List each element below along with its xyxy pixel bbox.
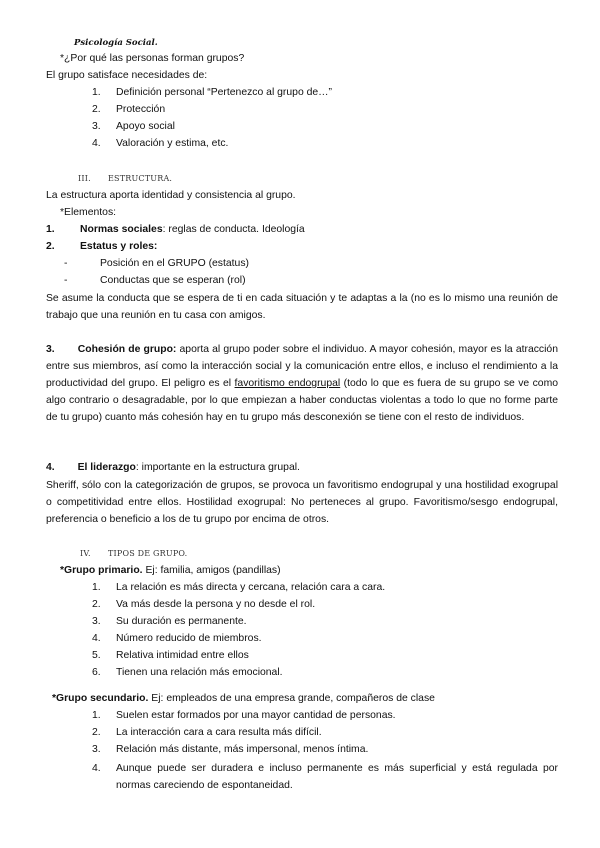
bullet-text: Posición en el GRUPO (estatus): [100, 258, 249, 269]
leadership-number: 4.: [46, 462, 55, 473]
list-item: [92, 632, 262, 646]
list-item: [92, 581, 385, 595]
list-text: La relación es más directa y cercana, relación cara a cara.: [116, 582, 386, 593]
secondary-group-label: *Grupo secundario.: [52, 693, 149, 704]
list-item: [92, 598, 315, 612]
list-item: [92, 709, 396, 723]
leadership-label: El liderazgo: [77, 462, 136, 473]
list-item: [92, 615, 247, 629]
list-item: [92, 120, 175, 134]
bullet-item: [64, 257, 249, 271]
list-number: 2.: [92, 727, 101, 738]
list-number: 4.: [92, 138, 101, 149]
primary-group-label: *Grupo primario.: [60, 565, 143, 576]
cohesion-number: 3.: [46, 344, 55, 355]
element-text: : reglas de conducta. Ideología: [162, 224, 305, 235]
element-label: Normas sociales: [80, 224, 163, 235]
list-text: Relación más distante, más impersonal, menos íntima.: [116, 744, 369, 755]
cohesion-paragraph: [46, 341, 558, 426]
list-item: [92, 137, 228, 151]
primary-group-example: Ej: familia, amigos (pandillas): [142, 565, 281, 576]
list-item: [92, 666, 283, 680]
secondary-group-heading: [52, 692, 435, 706]
list-text: Su duración es permanente.: [116, 616, 247, 627]
list-text: Tienen una relación más emocional.: [116, 667, 283, 678]
list-text: Definición personal “Pertenezco al grupo de…”: [116, 87, 333, 98]
section-3-title: ESTRUCTURA.: [108, 174, 173, 183]
primary-group-heading: [60, 564, 281, 578]
cohesion-text-b: (todo lo que es fuera de su grupo se ve como algo contrario o desagradable, por lo que empiezan a haber conductas violentas a todo lo que no forme parte de tu grupo) cuanto más cohesión hay en tu grupo más desconexión se tiene con el resto de individuos.: [46, 378, 559, 423]
list-item: [92, 760, 558, 794]
list-number: 1.: [92, 87, 101, 98]
list-number: 4.: [92, 633, 101, 644]
intro-question: *¿Por qué las personas forman grupos?: [60, 53, 245, 64]
bullet-item: [64, 274, 246, 288]
element-item-2: [46, 240, 157, 254]
list-text: Apoyo social: [116, 121, 175, 132]
list-item: [92, 86, 332, 100]
element-label: Estatus y roles:: [80, 241, 158, 252]
list-text: Aunque puede ser duradera e incluso permanente es más superficial y está regulada por normas careciendo de espontaneidad.: [116, 763, 558, 791]
element-item-1: [46, 223, 305, 237]
secondary-group-example: Ej: empleados de una empresa grande, compañeros de clase: [148, 693, 435, 704]
list-number: 1.: [92, 710, 101, 721]
section-4-numeral: IV.: [80, 549, 91, 558]
bullet-dash: -: [64, 275, 68, 286]
list-number: 6.: [92, 667, 101, 678]
list-item: [92, 649, 249, 663]
list-item: [92, 726, 322, 740]
list-number: 2.: [46, 241, 55, 252]
bullet-dash: -: [64, 258, 68, 269]
list-item: [92, 743, 368, 757]
subject-header: Psicología Social.: [74, 38, 158, 48]
elements-label: *Elementos:: [60, 207, 117, 218]
list-number: 4.: [92, 763, 101, 774]
list-number: 3.: [92, 616, 101, 627]
intro-lead: El grupo satisface necesidades de:: [46, 70, 208, 81]
list-text: Relativa intimidad entre ellos: [116, 650, 249, 661]
bullet-text: Conductas que se esperan (rol): [100, 275, 246, 286]
list-number: 5.: [92, 650, 101, 661]
roles-paragraph: Se asume la conducta que se espera de ti en cada situación y te adaptas a la (no es lo mismo una reunión de trabajo que una reunión en tu casa con amigos.: [46, 293, 558, 321]
list-number: 2.: [92, 599, 101, 610]
cohesion-label: Cohesión de grupo:: [77, 344, 177, 355]
structure-intro: La estructura aporta identidad y consistencia al grupo.: [46, 190, 296, 201]
list-text: Protección: [116, 104, 166, 115]
leadership-rest: : importante en la estructura grupal.: [135, 462, 300, 473]
list-text: La interacción cara a cara resulta más difícil.: [116, 727, 322, 738]
list-text: Va más desde la persona y no desde el rol.: [116, 599, 316, 610]
list-number: 3.: [92, 744, 101, 755]
list-text: Suelen estar formados por una mayor cantidad de personas.: [116, 710, 396, 721]
list-number: 3.: [92, 121, 101, 132]
cohesion-text-a: aporta al grupo poder sobre el individuo. A mayor cohesión, mayor es la atracción entre sus miembros, así como la interacción social y la comunicación entre ellos, e incluso el rendimiento a la productividad del grupo. El peligro es el: [46, 344, 558, 389]
section-4-title: TIPOS DE GRUPO.: [108, 549, 188, 558]
list-number: 1.: [92, 582, 101, 593]
list-number: 1.: [46, 224, 55, 235]
cohesion-underlined-term: favoritismo endogrupal: [234, 378, 341, 389]
section-3-numeral: III.: [78, 174, 91, 183]
list-text: Valoración y estima, etc.: [116, 138, 229, 149]
list-number: 2.: [92, 104, 101, 115]
leadership-paragraph: Sheriff, sólo con la categorización de grupos, se provoca un favoritismo endogrupal y una hostilidad exogrupal o competitividad entre ellos. Hostilidad exogrupal: No perteneces al grupo. Favoritismo/sesgo endogrupal, preferencia o beneficio a los de tu grupo por encima de otros.: [46, 480, 558, 525]
list-item: [92, 103, 165, 117]
leadership-heading: [46, 461, 300, 475]
list-text: Número reducido de miembros.: [116, 633, 262, 644]
